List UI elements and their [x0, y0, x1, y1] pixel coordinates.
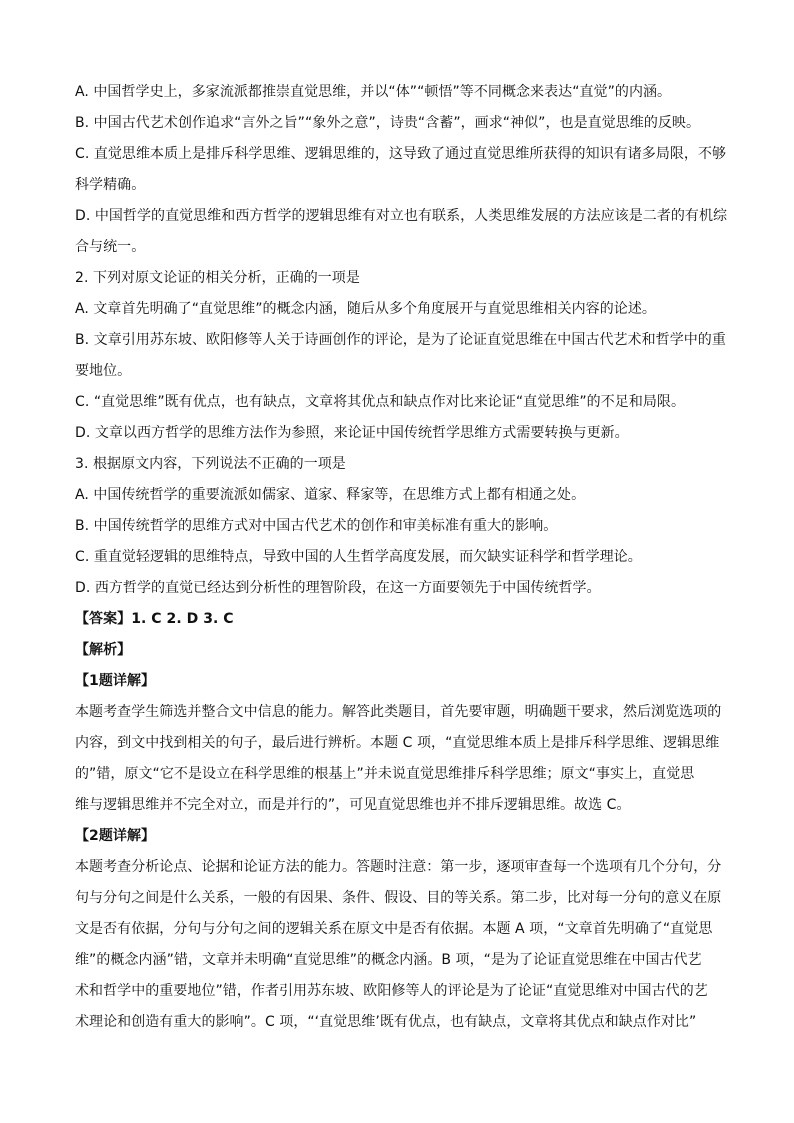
q2-detail-line-5: 术和哲学中的重要地位”错，作者引用苏东坡、欧阳修等人的评论是为了论证“直觉思维对中国古代的艺 — [75, 983, 708, 999]
q3-option-a: A. 中国传统哲学的重要流派如儒家、道家、释家等，在思维方式上都有相通之处。 — [75, 487, 586, 503]
q2-option-b: B. 文章引用苏东坡、欧阳修等人关于诗画创作的评论，是为了论证直觉思维在中国古代艺术和哲学中的重 — [75, 332, 726, 348]
option-c-text: C. 直觉思维本质上是排斥科学思维、逻辑思维的，这导致了通过直觉思维所获得的知识有诸多局限，不够 — [75, 146, 727, 162]
question-2-stem: 2. 下列对原文论证的相关分析，正确的一项是 — [75, 270, 360, 286]
answer-line: 【答案】1. C 2. D 3. C — [75, 611, 234, 627]
q2-detail-line-2: 句与分句之间是什么关系，一般的有因果、条件、假设、目的等关系。第二步，比对每一分句的意义在原 — [75, 890, 722, 906]
q2-option-b-cont: 要地位。 — [75, 363, 132, 379]
analysis-heading: 【解析】 — [75, 642, 132, 658]
option-c-text-cont: 科学精确。 — [75, 177, 146, 193]
q2-detail-line-1: 本题考查分析论点、论据和论证方法的能力。答题时注意：第一步，逐项审查每一个选项有几个分句，分 — [75, 859, 722, 875]
q3-option-c: C. 重直觉轻逻辑的思维特点，导致中国的人生哲学高度发展，而欠缺实证科学和哲学理论。 — [75, 549, 642, 565]
option-b-text: B. 中国古代艺术创作追求“言外之旨”“象外之意”，诗贵“含蓄”，画求“神似”，也是直觉思维的反映。 — [75, 115, 701, 131]
q1-detail-line-2: 内容，到文中找到相关的句子，最后进行辨析。本题 C 项，“直觉思维本质上是排斥科学思维、逻辑思维 — [75, 735, 720, 751]
q3-option-b: B. 中国传统哲学的思维方式对中国古代艺术的创作和审美标准有重大的影响。 — [75, 518, 558, 534]
q1-detail-heading: 【1题详解】 — [75, 673, 156, 689]
q2-option-c: C. “直觉思维”既有优点，也有缺点，文章将其优点和缺点作对比来论证“直觉思维”的不足和局限。 — [75, 394, 686, 410]
q2-detail-line-3: 文是否有依据，分句与分句之间的逻辑关系在原文中是否有依据。本题 A 项，“文章首先明确了“直觉思 — [75, 921, 713, 937]
q2-detail-line-4: 维”的概念内涵”错，文章并未明确“直觉思维”的概念内涵。B 项，“是为了论证直觉思维在中国古代艺 — [75, 952, 702, 968]
q2-option-d: D. 文章以西方哲学的思维方法作为参照，来论证中国传统哲学思维方式需要转换与更新。 — [75, 425, 629, 441]
q2-detail-line-6: 术理论和创造有重大的影响”。C 项，“‘直觉思维’既有优点，也有缺点，文章将其优点和缺点作对比” — [75, 1014, 697, 1030]
option-d-text: D. 中国哲学的直觉思维和西方哲学的逻辑思维有对立也有联系，人类思维发展的方法应该是二者的有机综 — [75, 208, 728, 224]
option-d-text-cont: 合与统一。 — [75, 239, 146, 255]
q2-detail-heading: 【2题详解】 — [75, 828, 156, 844]
q3-option-d: D. 西方哲学的直觉已经达到分析性的理智阶段，在这一方面要领先于中国传统哲学。 — [75, 580, 601, 596]
q2-option-a: A. 文章首先明确了“直觉思维”的概念内涵，随后从多个角度展开与直觉思维相关内容的论述。 — [75, 301, 656, 317]
q1-detail-line-4: 维与逻辑思维并不完全对立，而是并行的”，可见直觉思维也并不排斥逻辑思维。故选 C。 — [75, 797, 631, 813]
option-a-text: A. 中国哲学史上，多家流派都推崇直觉思维，并以“体”“顿悟”等不同概念来表达“直觉”的内涵。 — [75, 84, 672, 100]
question-3-stem: 3. 根据原文内容，下列说法不正确的一项是 — [75, 456, 346, 472]
q1-detail-line-1: 本题考查学生筛选并整合文中信息的能力。解答此类题目，首先要审题，明确题干要求，然后浏览选项的 — [75, 704, 722, 720]
q1-detail-line-3: 的”错，原文“它不是设立在科学思维的根基上”并未说直觉思维排斥科学思维；原文“事实上，直觉思 — [75, 766, 695, 782]
